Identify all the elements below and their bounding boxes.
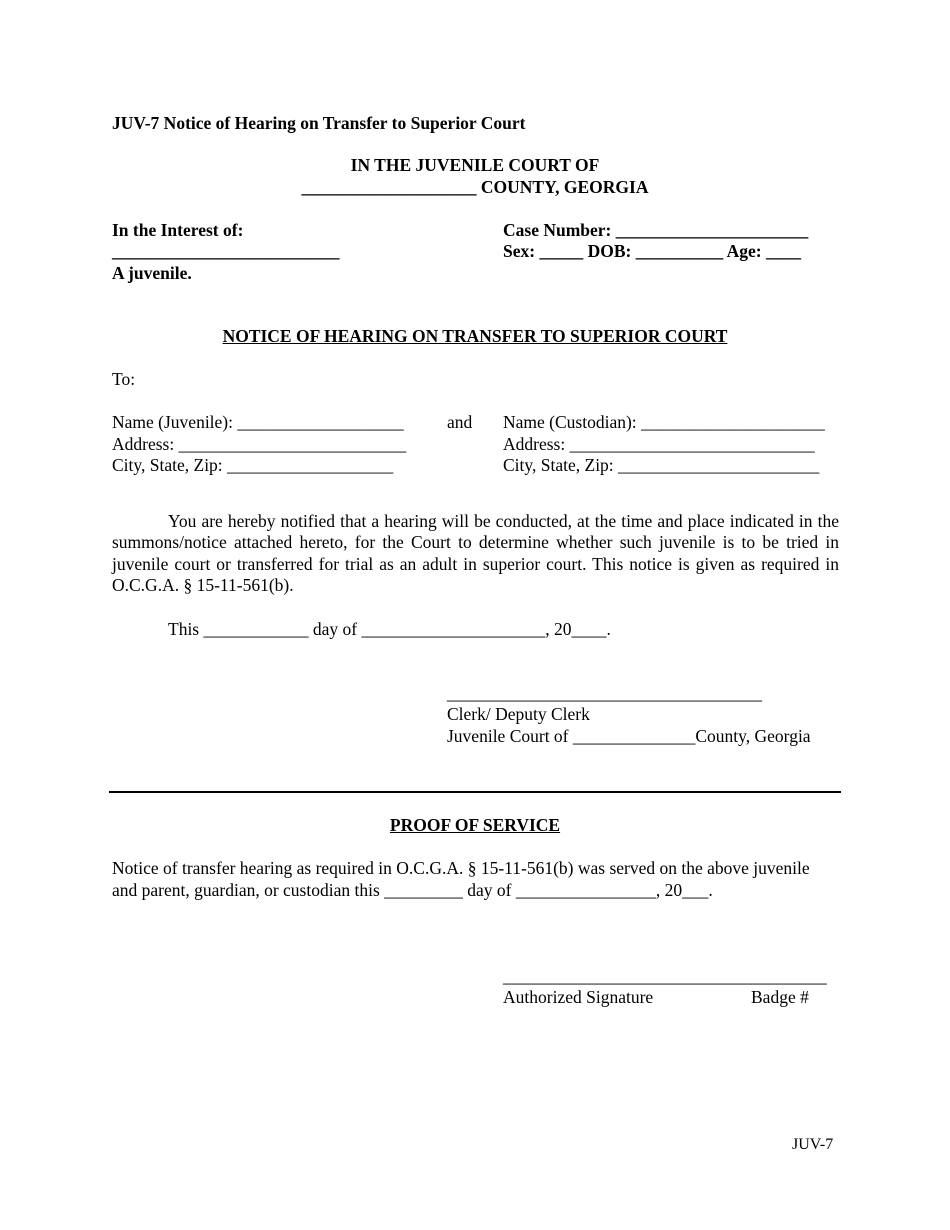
and-label: and	[447, 412, 473, 432]
section-divider	[109, 791, 841, 793]
authorized-signature-line[interactable]: _____________________________________	[503, 966, 827, 986]
juvenile-address-field[interactable]: Address: __________________________	[112, 434, 407, 454]
juvenile-city-field[interactable]: City, State, Zip: ___________________	[112, 455, 394, 475]
juvenile-name-blank[interactable]: __________________________	[112, 241, 340, 261]
juvenile-name-field[interactable]: Name (Juvenile): ___________________	[112, 412, 404, 432]
notice-date-line[interactable]: This ____________ day of _____________________, 20____.	[168, 619, 611, 639]
court-line-2: ____________________ COUNTY, GEORGIA	[301, 177, 649, 197]
proof-heading: PROOF OF SERVICE	[389, 815, 561, 835]
custodian-name-field[interactable]: Name (Custodian): _____________________	[503, 412, 825, 432]
court-line-1: IN THE JUVENILE COURT OF	[350, 155, 600, 175]
authorized-signature-label: Authorized Signature	[503, 987, 654, 1007]
clerk-signature-line[interactable]: ____________________________________	[447, 683, 762, 703]
proof-body-line-1: Notice of transfer hearing as required in O.C.G.A. § 15-11-561(b) was served on the above juvenile	[112, 858, 810, 878]
clerk-court-field[interactable]: Juvenile Court of ______________County, Georgia	[447, 726, 811, 746]
case-number-field[interactable]: Case Number: ______________________	[503, 220, 809, 240]
form-code: JUV-7	[792, 1136, 834, 1153]
sex-dob-age-fields[interactable]: Sex: _____ DOB: __________ Age: ____	[503, 241, 801, 261]
custodian-city-field[interactable]: City, State, Zip: _______________________	[503, 455, 820, 475]
proof-body-line-2[interactable]: and parent, guardian, or custodian this _________ day of ________________, 20___.	[112, 880, 713, 900]
juvenile-label: A juvenile.	[112, 263, 192, 283]
form-title: JUV-7 Notice of Hearing on Transfer to Superior Court	[112, 113, 526, 133]
interest-label: In the Interest of:	[112, 220, 244, 240]
badge-label: Badge #	[751, 987, 809, 1007]
notice-heading: NOTICE OF HEARING ON TRANSFER TO SUPERIOR COURT	[222, 326, 728, 346]
clerk-title: Clerk/ Deputy Clerk	[447, 704, 590, 724]
to-label: To:	[112, 369, 136, 389]
notice-body: You are hereby notified that a hearing will be conducted, at the time and place indicated in the summons/notice attached hereto, for the Court to determine whether such juvenile is to be tried in juvenile court or transferred for trial as an adult in superior court. This notice is given as required in O.C.G.A. § 15-11-561(b).	[112, 511, 839, 595]
custodian-address-field[interactable]: Address: ____________________________	[503, 434, 815, 454]
